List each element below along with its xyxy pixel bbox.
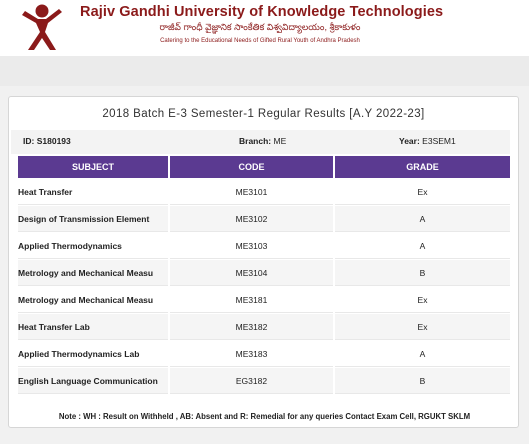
table-row: [18, 314, 510, 340]
university-header: [0, 0, 529, 56]
student-branch: [239, 136, 286, 146]
table-row: [18, 233, 510, 259]
university-title: Rajiv Gandhi University of Knowledge Technologies: [80, 4, 444, 20]
code-cell: ME3182: [170, 314, 333, 340]
student-branch-value: ME: [273, 136, 287, 146]
code-cell: ME3183: [170, 341, 333, 367]
column-header-grade: GRADE: [335, 156, 510, 178]
subject-cell: Heat Transfer: [18, 179, 168, 205]
university-tagline: Catering to the Educational Needs of Gifted Rural Youth of Andhra Pradesh: [160, 38, 360, 44]
university-logo: [20, 2, 64, 52]
results-title: 2018 Batch E-3 Semester-1 Regular Results [A.Y 2022-23]: [102, 108, 425, 120]
subject-cell: English Language Communication: [18, 368, 168, 394]
student-branch-label: Branch:: [239, 136, 272, 146]
subject-cell: Applied Thermodynamics: [18, 233, 168, 259]
student-year-label: Year:: [399, 136, 420, 146]
table-row: [18, 341, 510, 367]
column-header-subject: SUBJECT: [18, 156, 168, 178]
grade-cell: A: [335, 206, 510, 232]
student-id-value: S180193: [36, 136, 71, 146]
results-table-header: [18, 156, 510, 178]
code-cell: ME3101: [170, 179, 333, 205]
table-row: [18, 206, 510, 232]
results-note: Note : WH : Result on Withheld , AB: Absent and R: Remedial for any queries Contact Exam Cell, RGUKT SKLM: [58, 412, 471, 421]
subject-cell: Heat Transfer Lab: [18, 314, 168, 340]
code-cell: EG3182: [170, 368, 333, 394]
header-divider-band: [0, 56, 529, 86]
grade-cell: A: [335, 233, 510, 259]
student-year-value: E3SEM1: [422, 136, 456, 146]
student-year: [399, 136, 456, 146]
column-header-code: CODE: [170, 156, 333, 178]
student-id-label: ID:: [23, 136, 35, 146]
subject-cell: Applied Thermodynamics Lab: [18, 341, 168, 367]
code-cell: ME3181: [170, 287, 333, 313]
grade-cell: A: [335, 341, 510, 367]
table-row: [18, 260, 510, 286]
grade-cell: Ex: [335, 179, 510, 205]
table-row: [18, 287, 510, 313]
table-row: [18, 368, 510, 394]
grade-cell: Ex: [335, 314, 510, 340]
code-cell: ME3103: [170, 233, 333, 259]
code-cell: ME3104: [170, 260, 333, 286]
subject-cell: Design of Transmission Element: [18, 206, 168, 232]
grade-cell: B: [335, 368, 510, 394]
university-title-telugu: రాజీవ్ గాంధీ వైజ్ఞానిక సాంకేతిక విశ్వవిద్యాలయం, శ్రీకాకుళం: [159, 22, 361, 32]
grade-cell: B: [335, 260, 510, 286]
table-row: [18, 179, 510, 205]
results-table: [16, 155, 512, 395]
student-id: [23, 136, 71, 146]
code-cell: ME3102: [170, 206, 333, 232]
grade-cell: Ex: [335, 287, 510, 313]
subject-cell: Metrology and Mechanical Measu: [18, 287, 168, 313]
student-info-row: [11, 130, 510, 154]
subject-cell: Metrology and Mechanical Measu: [18, 260, 168, 286]
